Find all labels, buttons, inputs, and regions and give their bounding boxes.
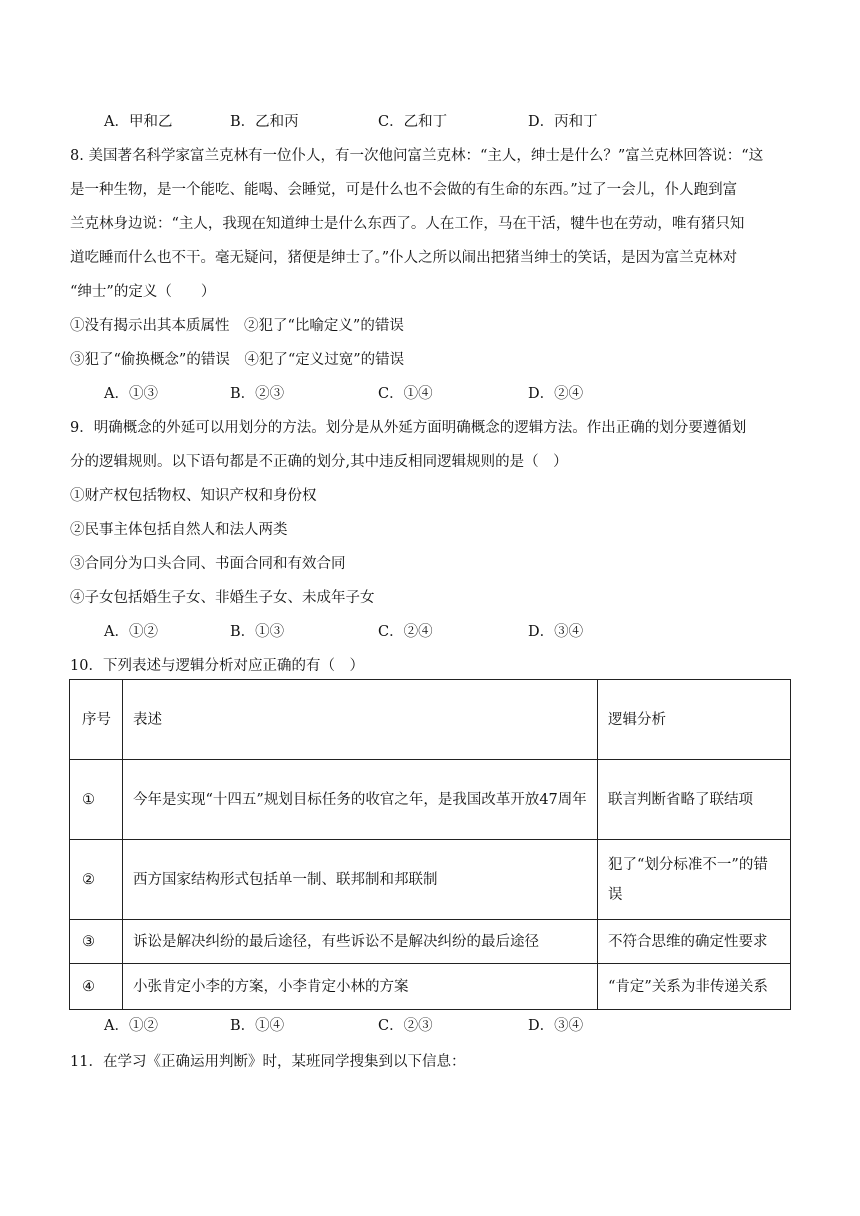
row-2-statement: 西方国家结构形式包括单一制、联邦制和邦联制	[123, 840, 598, 920]
row-2-index: ②	[70, 840, 123, 920]
table-row	[70, 840, 791, 920]
header-statement: 表述	[123, 680, 598, 760]
q7-option-d: D．丙和丁	[528, 114, 598, 130]
q9-statement-4: ④子女包括婚生子女、非婚生子女、未成年子女	[70, 590, 375, 606]
row-2-analysis: 犯了“划分标准不一”的错误	[598, 840, 791, 920]
q10-stem: 10．下列表述与逻辑分析对应正确的有（ ）	[70, 658, 364, 674]
q10-option-d: D．③④	[528, 1018, 584, 1034]
q8-option-b: B．②③	[230, 386, 285, 402]
q9-stem-line-2: 分的逻辑规则。以下语句都是不正确的划分,其中违反相同逻辑规则的是（ ）	[70, 454, 568, 470]
q10-option-a: A．①②	[104, 1018, 158, 1034]
row-4-analysis: “肯定”关系为非传递关系	[598, 964, 791, 1010]
q9-option-a: A．①②	[104, 624, 158, 640]
q8-stem-line-4: 道吃睡而什么也不干。毫无疑问，猪便是绅士了。”仆人之所以闹出把猪当绅士的笑话，是因为富兰克林对	[70, 250, 738, 266]
row-4-index: ④	[70, 964, 123, 1010]
q8-stem-line-5: “绅士”的定义（ ）	[70, 284, 216, 300]
row-1-statement: 今年是实现“十四五”规划目标任务的收官之年，是我国改革开放47周年	[123, 760, 598, 840]
header-analysis: 逻辑分析	[598, 680, 791, 760]
q9-option-c: C．②④	[378, 624, 433, 640]
q8-option-d: D．②④	[528, 386, 584, 402]
q9-statement-1: ①财产权包括物权、知识产权和身份权	[70, 488, 317, 504]
q7-option-a: A．甲和乙	[104, 114, 173, 130]
row-1-index: ①	[70, 760, 123, 840]
table-row	[70, 964, 791, 1010]
q7-option-c: C．乙和丁	[378, 114, 448, 130]
q10-table	[69, 679, 791, 1010]
q8-option-c: C．①④	[378, 386, 433, 402]
q8-stem-line-2: 是一种生物，是一个能吃、能喝、会睡觉，可是什么也不会做的有生命的东西。”过了一会儿，仆人跑到富	[70, 182, 738, 198]
q8-stem-line-3: 兰克林身边说：“主人，我现在知道绅士是什么东西了。人在工作，马在干活，犍牛也在劳动，唯有猪只知	[70, 216, 745, 232]
header-index: 序号	[70, 680, 123, 760]
q8-stem-line-1: 8. 美国著名科学家富兰克林有一位仆人，有一次他问富兰克林：“主人，绅士是什么？”富兰克林回答说：“这	[70, 148, 764, 164]
q9-option-d: D．③④	[528, 624, 584, 640]
row-3-statement: 诉讼是解决纠纷的最后途径，有些诉讼不是解决纠纷的最后途径	[123, 920, 598, 964]
q9-stem-line-1: 9．明确概念的外延可以用划分的方法。划分是从外延方面明确概念的逻辑方法。作出正确的划分要遵循划	[70, 420, 747, 436]
row-3-analysis: 不符合思维的确定性要求	[598, 920, 791, 964]
table-row	[70, 760, 791, 840]
q9-statement-3: ③合同分为口头合同、书面合同和有效合同	[70, 556, 346, 572]
q7-option-b: B．乙和丙	[230, 114, 299, 130]
q9-option-b: B．①③	[230, 624, 285, 640]
q8-option-a: A．①③	[104, 386, 158, 402]
q11-stem: 11．在学习《正确运用判断》时，某班同学搜集到以下信息：	[70, 1054, 466, 1070]
row-3-index: ③	[70, 920, 123, 964]
row-1-analysis: 联言判断省略了联结项	[598, 760, 791, 840]
q8-statement-line-2: ③犯了“偷换概念”的错误 ④犯了“定义过宽”的错误	[70, 352, 405, 368]
q9-statement-2: ②民事主体包括自然人和法人两类	[70, 522, 288, 538]
q10-option-c: C．②③	[378, 1018, 433, 1034]
q8-statement-line-1: ①没有揭示出其本质属性 ②犯了“比喻定义”的错误	[70, 318, 404, 334]
row-4-statement: 小张肯定小李的方案，小李肯定小林的方案	[123, 964, 598, 1010]
table-row	[70, 920, 791, 964]
q10-option-b: B．①④	[230, 1018, 285, 1034]
table-header-row	[70, 680, 791, 760]
